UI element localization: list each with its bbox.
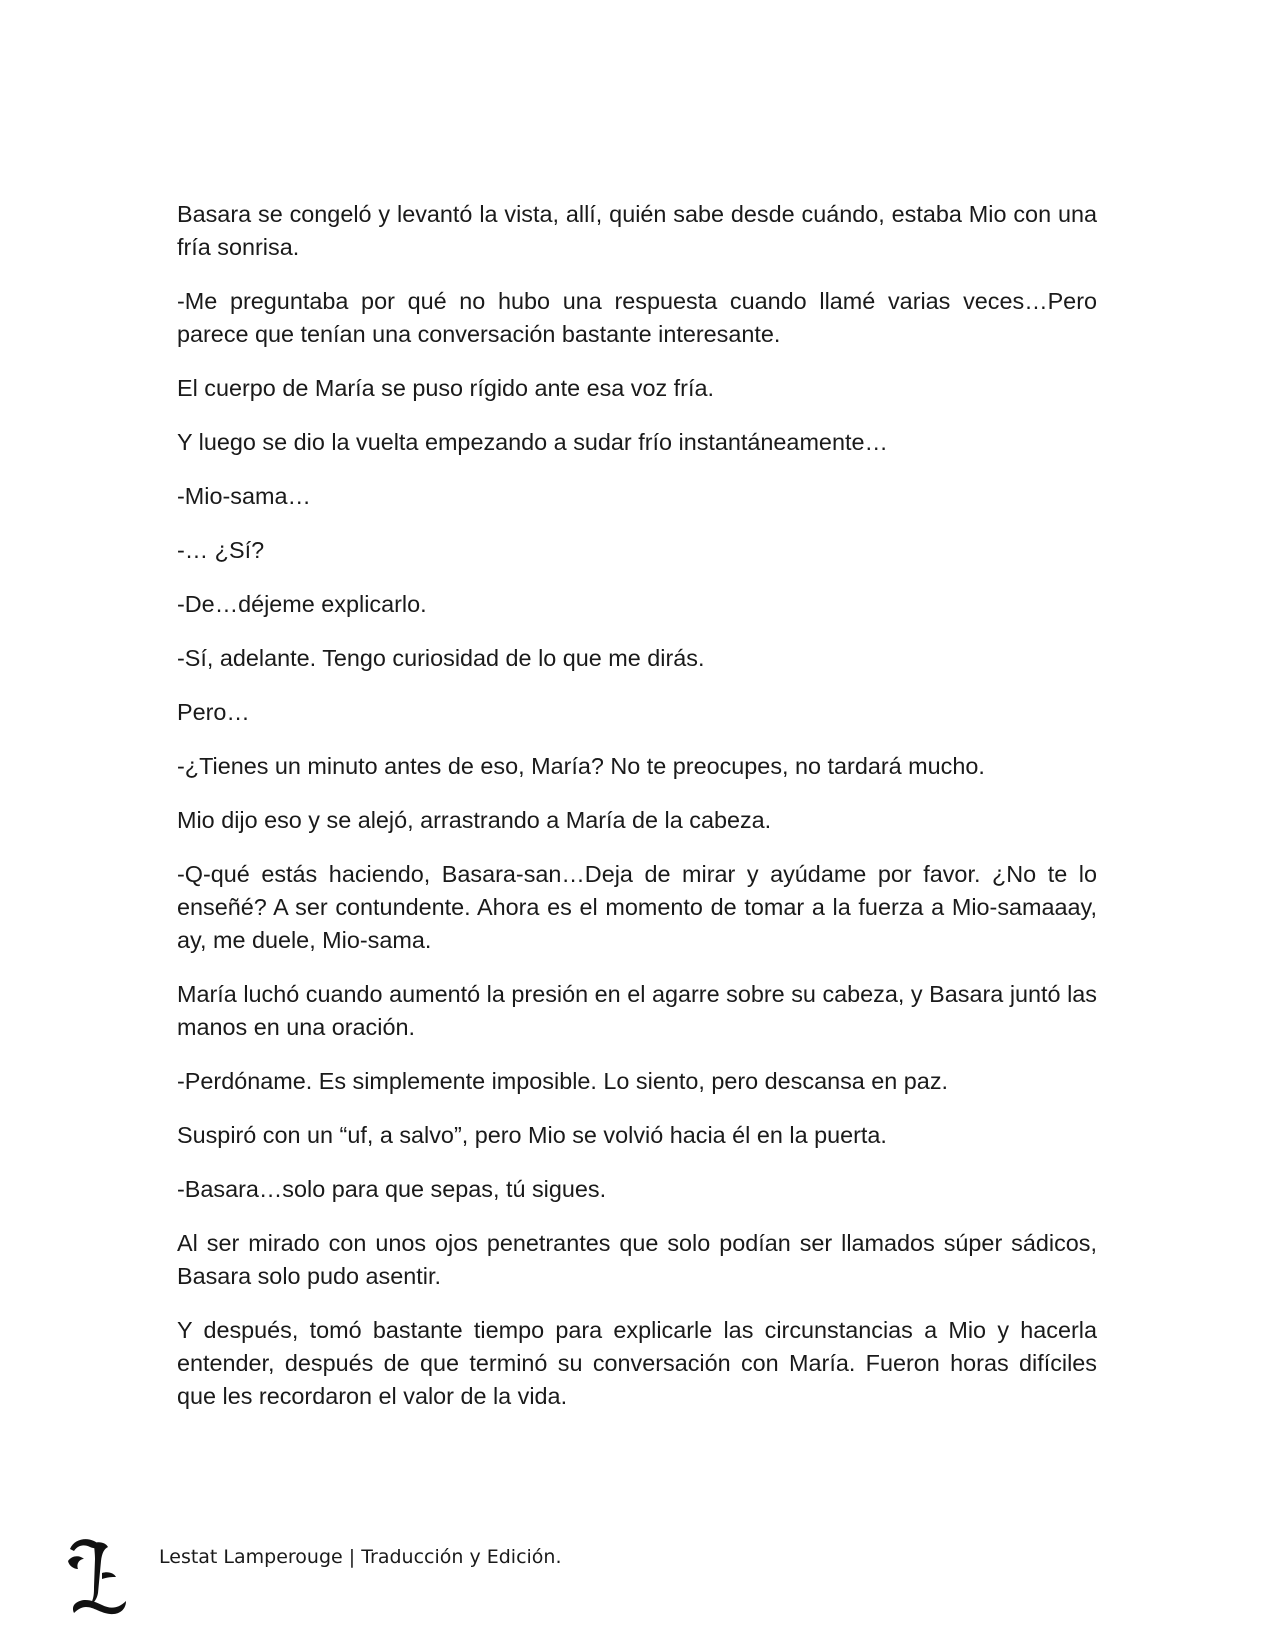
paragraph: María luchó cuando aumentó la presión en el agarre sobre su cabeza, y Basara juntó las manos en una oración. — [177, 981, 1097, 1040]
paragraph: Mio dijo eso y se alejó, arrastrando a María de la cabeza. — [177, 807, 772, 833]
paragraph: Y después, tomó bastante tiempo para explicarle las circunstancias a Mio y hacerla entender, después de que terminó su conversación con María. Fueron horas difíciles que les recordaron el valor de la vida. — [177, 1317, 1097, 1409]
paragraph: -Perdóname. Es simplemente imposible. Lo siento, pero descansa en paz. — [177, 1068, 949, 1094]
chapter-text — [177, 198, 1097, 1434]
paragraph: El cuerpo de María se puso rígido ante esa voz fría. — [177, 375, 714, 401]
paragraph: -… ¿Sí? — [177, 537, 265, 563]
paragraph: Al ser mirado con unos ojos penetrantes que solo podían ser llamados súper sádicos, Basara solo pudo asentir. — [177, 1230, 1097, 1289]
paragraph: -¿Tienes un minuto antes de eso, María? No te preocupes, no tardará mucho. — [177, 753, 985, 779]
paragraph: -Me preguntaba por qué no hubo una respuesta cuando llamé varias veces…Pero parece que tenían una conversación bastante interesante. — [177, 288, 1097, 347]
paragraph: Y luego se dio la vuelta empezando a sudar frío instantáneamente… — [177, 429, 888, 455]
paragraph: -Q-qué estás haciendo, Basara-san…Deja de mirar y ayúdame por favor. ¿No te lo enseñé? A ser contundente. Ahora es el momento de tomar a la fuerza a Mio-samaaay, ay, me duele, Mio-sama. — [177, 861, 1097, 953]
paragraph: Basara se congeló y levantó la vista, allí, quién sabe desde cuándo, estaba Mio con una fría sonrisa. — [177, 201, 1097, 260]
paragraph: -Basara…solo para que sepas, tú sigues. — [177, 1176, 607, 1202]
paragraph: -De…déjeme explicarlo. — [177, 591, 427, 617]
paragraph: -Sí, adelante. Tengo curiosidad de lo que me dirás. — [177, 645, 705, 671]
paragraph: Suspiró con un “uf, a salvo”, pero Mio se volvió hacia él en la puerta. — [177, 1122, 887, 1148]
page-footer — [60, 1535, 1160, 1615]
translator-credit: Lestat Lamperouge | Traducción y Edición. — [159, 1546, 562, 1568]
paragraph: Pero… — [177, 699, 250, 725]
gothic-l-logo — [64, 1535, 134, 1615]
paragraph: -Mio-sama… — [177, 483, 311, 509]
